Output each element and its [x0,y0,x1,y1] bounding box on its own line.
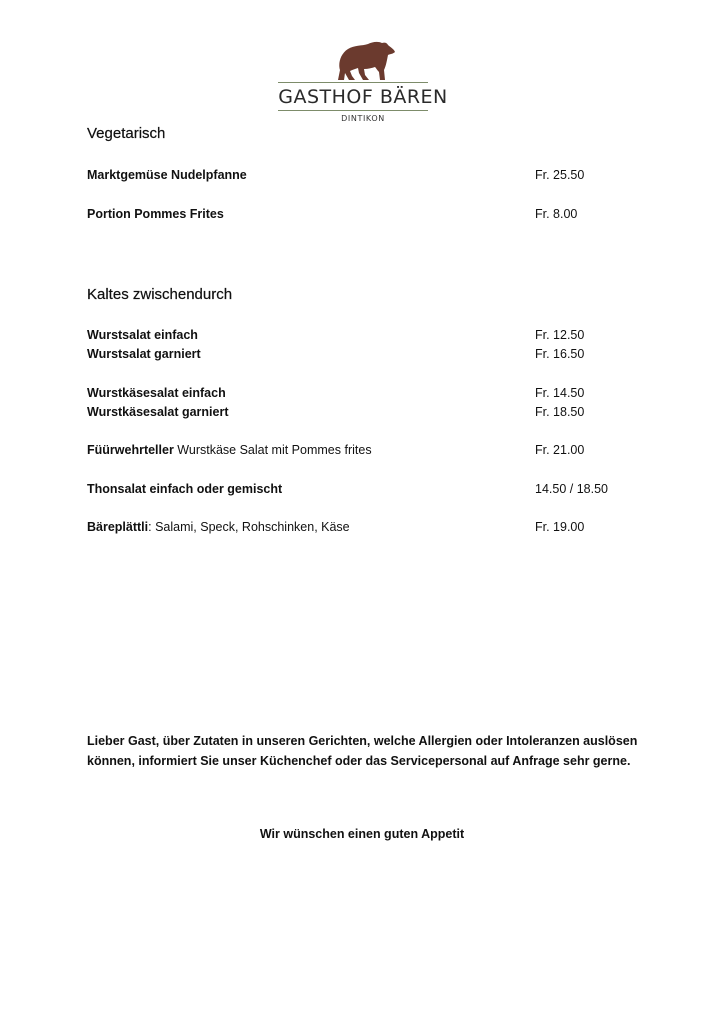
menu-item-name: Wurstkäsesalat einfach [87,386,226,400]
closing-message: Wir wünschen einen guten Appetit [259,827,465,841]
section-title-kaltes: Kaltes zwischendurch [87,286,233,303]
menu-item-price: Fr. 16.50 [535,347,585,361]
allergy-notice: Lieber Gast, über Zutaten in unseren Gerichten, welche Allergien oder Intoleranzen auslösen können, informiert Sie unser Küchenchef oder das Servicepersonal auf Anfrage sehr gerne. [87,734,638,768]
menu-item-price: Fr. 25.50 [535,168,585,182]
menu-item-name: Portion Pommes Frites [87,207,224,221]
menu-item-name: Thonsalat einfach oder gemischt [87,482,283,496]
restaurant-logo [272,40,454,128]
menu-item [87,480,627,498]
menu-item-name: Wurstsalat einfach [87,328,198,342]
section-title-vegetarisch: Vegetarisch [87,125,166,142]
brand-location: DINTIKON [341,114,385,123]
bear-icon [332,40,398,82]
menu-item-price: Fr. 8.00 [535,207,578,221]
menu-item-price: 14.50 / 18.50 [535,482,608,496]
menu-item [87,441,627,459]
menu-item [87,326,627,344]
menu-item-price: Fr. 14.50 [535,386,585,400]
menu-item-name: Wurstkäsesalat garniert [87,405,229,419]
menu-item [87,205,627,223]
menu-item [87,518,627,536]
menu-item-name: Bäreplättli: Salami, Speck, Rohschinken, Käse [87,520,350,534]
menu-item [87,384,627,402]
menu-item-price: Fr. 19.00 [535,520,585,534]
logo-rule-bottom [278,110,428,111]
logo-rule-top [278,82,428,83]
brand-name: GASTHOF BÄREN [278,86,448,108]
menu-item-name: Marktgemüse Nudelpfanne [87,168,247,182]
menu-item-price: Fr. 21.00 [535,443,585,457]
menu-item [87,403,627,421]
menu-item-name: Füürwehrteller Wurstkäse Salat mit Pommes frites [87,443,372,457]
menu-item [87,345,627,363]
menu-item [87,166,627,184]
menu-item-price: Fr. 18.50 [535,405,585,419]
menu-item-price: Fr. 12.50 [535,328,585,342]
menu-item-name: Wurstsalat garniert [87,347,201,361]
